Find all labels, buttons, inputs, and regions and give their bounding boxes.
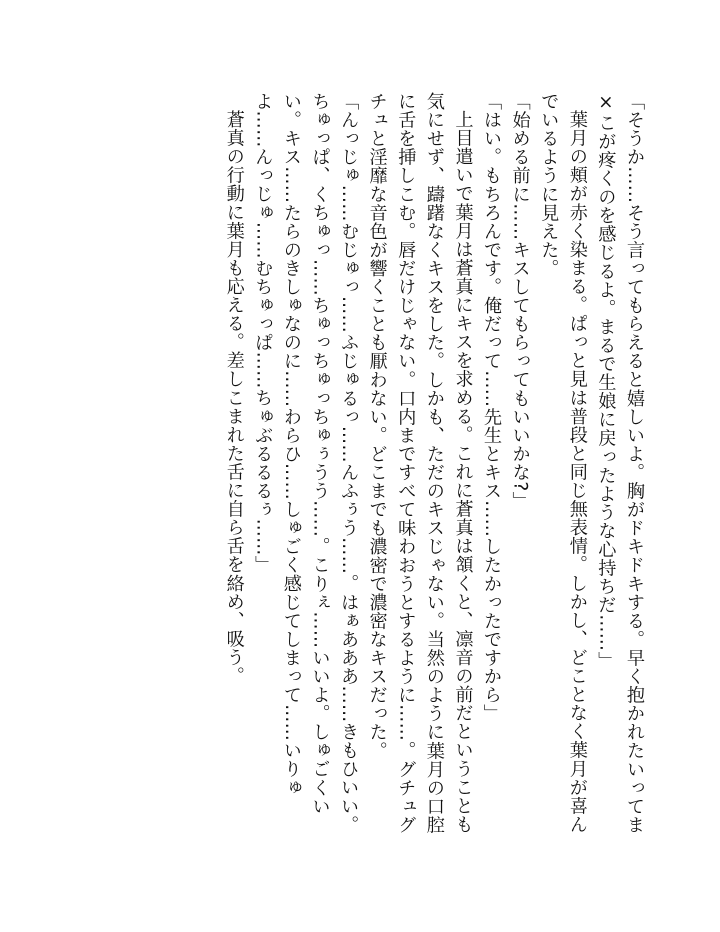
narration-2: 上目遣いで葉月は蒼真にキスを求める。これに蒼真は頷くと、凛音の前だということも気にせず、躊躇なくキスをした。しかも、ただのキスじゃない。当然のように葉月の口腔に舌を挿しこむ。唇だけじゃない。口内まですべて味わおうとするように……。グチュグチュと淫靡な音色が響くことも厭わない。どこまでも濃密で濃密なキスだった。 (366, 92, 474, 834)
dialogue-hazuki-2: 「始める前に……キスしてもらってもいいかな?」 (509, 92, 531, 511)
dialogue-hazuki-3: 「んっじゅ……むじゅっ……ふじゅるっ……んふぅう……。はぁあああ……きもひいい。ちゅっぱ、くちゅっ……ちゅっちゅっちゅぅうう……。こりぇ……いいよ。しゅごくいい。キス……たらのきしゅなのに……わらひ……しゅごく感じてしまって……いりゅよ……んっじゅ……むちゅっぱ……ちゅぶるるるぅ……」 (252, 92, 360, 834)
dialogue-hazuki-1: 「そうか……そう言ってもらえると嬉しいよ。胸がドキドキする。早く抱かれたいってま×こが疼くのを感じるよ。まるで生娘に戻ったような心持ちだ……」 (595, 92, 645, 834)
dialogue-souma-1: 「はい。もちろんです。俺だって……先生とキス……したかったですから」 (481, 92, 503, 723)
narration-3: 蒼真の行動に葉月も応える。差しこまれた舌に自ら舌を絡め、吸う。 (223, 110, 245, 686)
narration-1: 葉月の頬が赤く染まる。ぱっと見は普段と同じ無表情。しかし、どことなく葉月が喜んでいるように見えた。 (538, 92, 588, 834)
vertical-text-block (58, 92, 648, 852)
